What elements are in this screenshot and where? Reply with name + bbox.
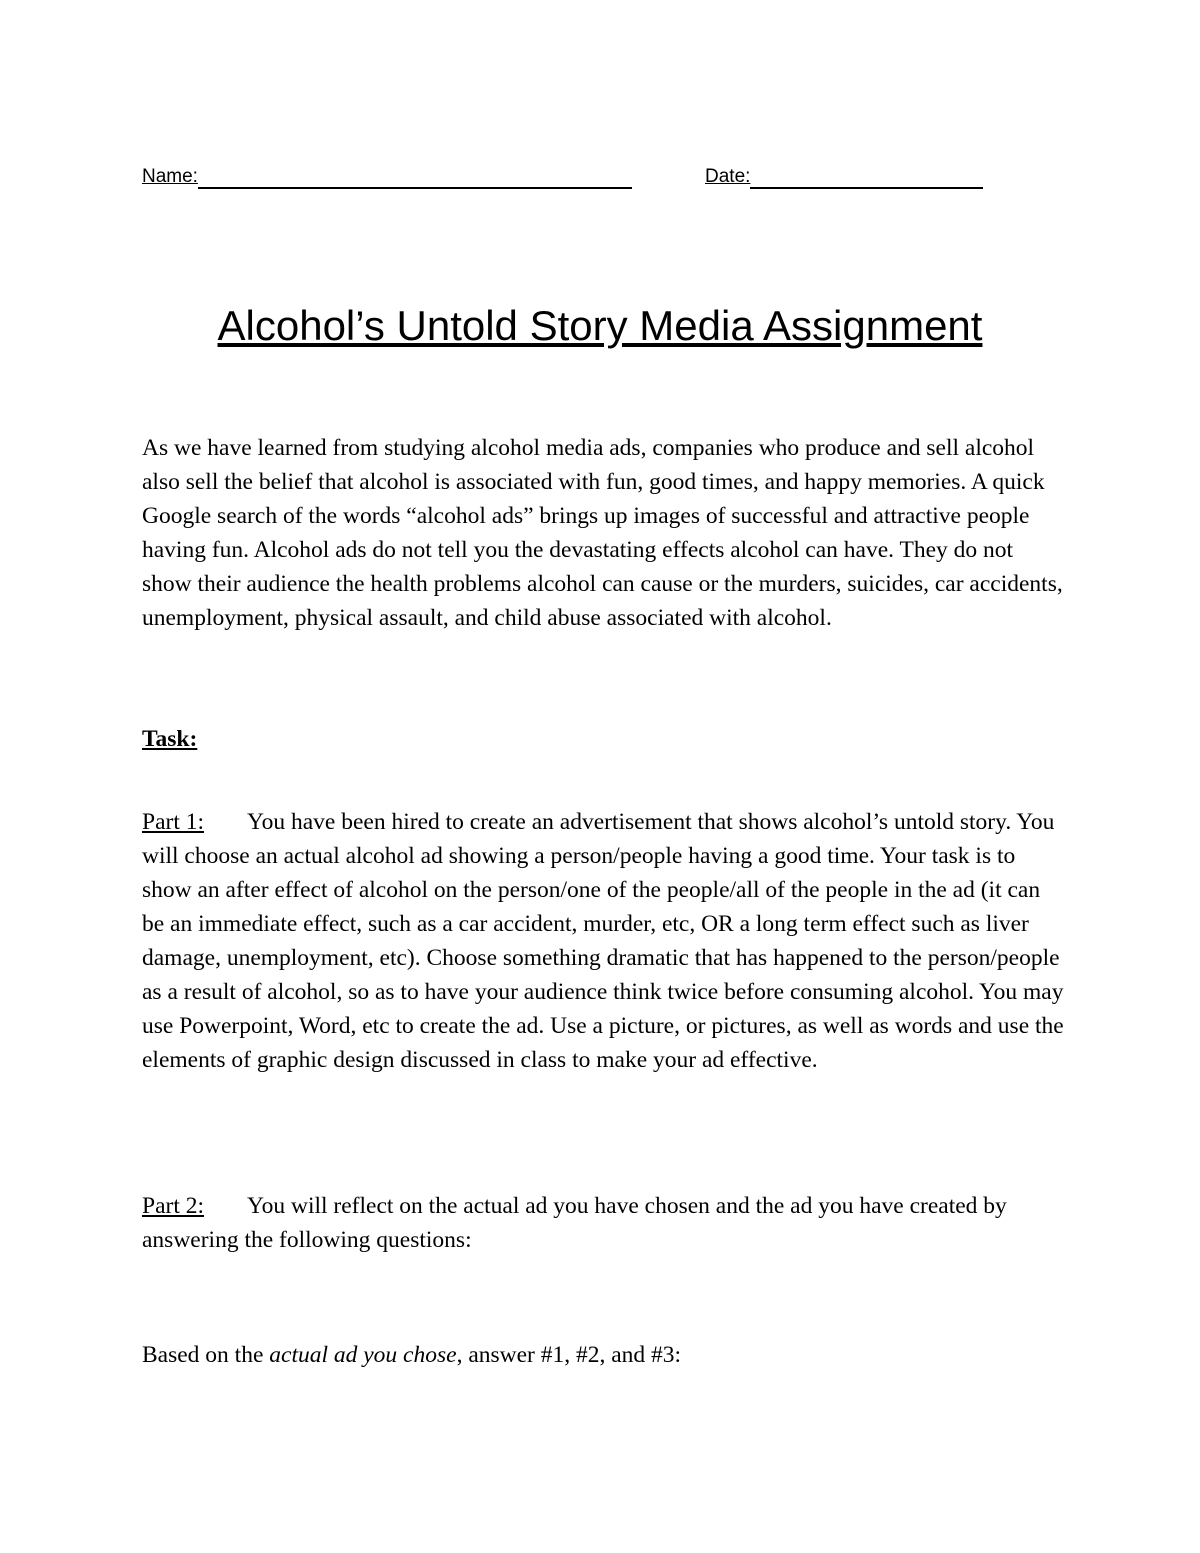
task-heading: Task: xyxy=(142,726,198,752)
intro-paragraph: As we have learned from studying alcohol media ads, companies who produce and sell alcohol also sell the belief that alcohol is associated with fun, good times, and happy memories. A quick Google search of the words “alcohol ads” brings up images of successful and attractive people having fun. Alcohol ads do not tell you the devastating effects alcohol can have. They do not show their audience the health problems alcohol can cause or the murders, suicides, car accidents, unemployment, physical assault, and child abuse associated with alcohol. xyxy=(142,435,1063,631)
based-on-suffix: , answer #1, #2, and #3: xyxy=(456,1342,682,1368)
part1-paragraph xyxy=(142,805,1067,1077)
name-blank-line[interactable] xyxy=(198,167,632,189)
name-label: Name: xyxy=(142,166,198,187)
part1-text: You have been hired to create an advertisement that shows alcohol’s untold story. You will choose an actual alcohol ad showing a person/people having a good time. Your task is to show an after effect of alcohol on the person/one of the people/all of the people in the ad (it can be an immediate effect, such as a car accident, murder, etc, OR a long term effect such as liver damage, unemployment, etc). Choose something dramatic that has happened to the person/people as a result of alcohol, so as to have your audience think twice before consuming alcohol. You may use Powerpoint, Word, etc to create the ad. Use a picture, or pictures, as well as words and use the elements of graphic design discussed in class to make your ad effective. xyxy=(142,809,1064,1073)
based-on-prefix: Based on the xyxy=(142,1342,270,1368)
part2-text: You will reflect on the actual ad you have chosen and the ad you have created by answering the following questions: xyxy=(142,1193,1007,1253)
part1-label: Part 1: xyxy=(142,809,205,835)
part2-paragraph xyxy=(142,1189,1067,1257)
page-title: Alcohol’s Untold Story Media Assignment xyxy=(217,302,983,349)
date-field[interactable] xyxy=(705,165,983,189)
date-label: Date: xyxy=(705,166,751,187)
part2-label: Part 2: xyxy=(142,1193,205,1219)
date-blank-line[interactable] xyxy=(750,167,983,189)
name-field[interactable] xyxy=(142,165,632,189)
based-on-italic: actual ad you chose xyxy=(269,1342,457,1368)
based-on-instruction xyxy=(142,1338,1067,1372)
